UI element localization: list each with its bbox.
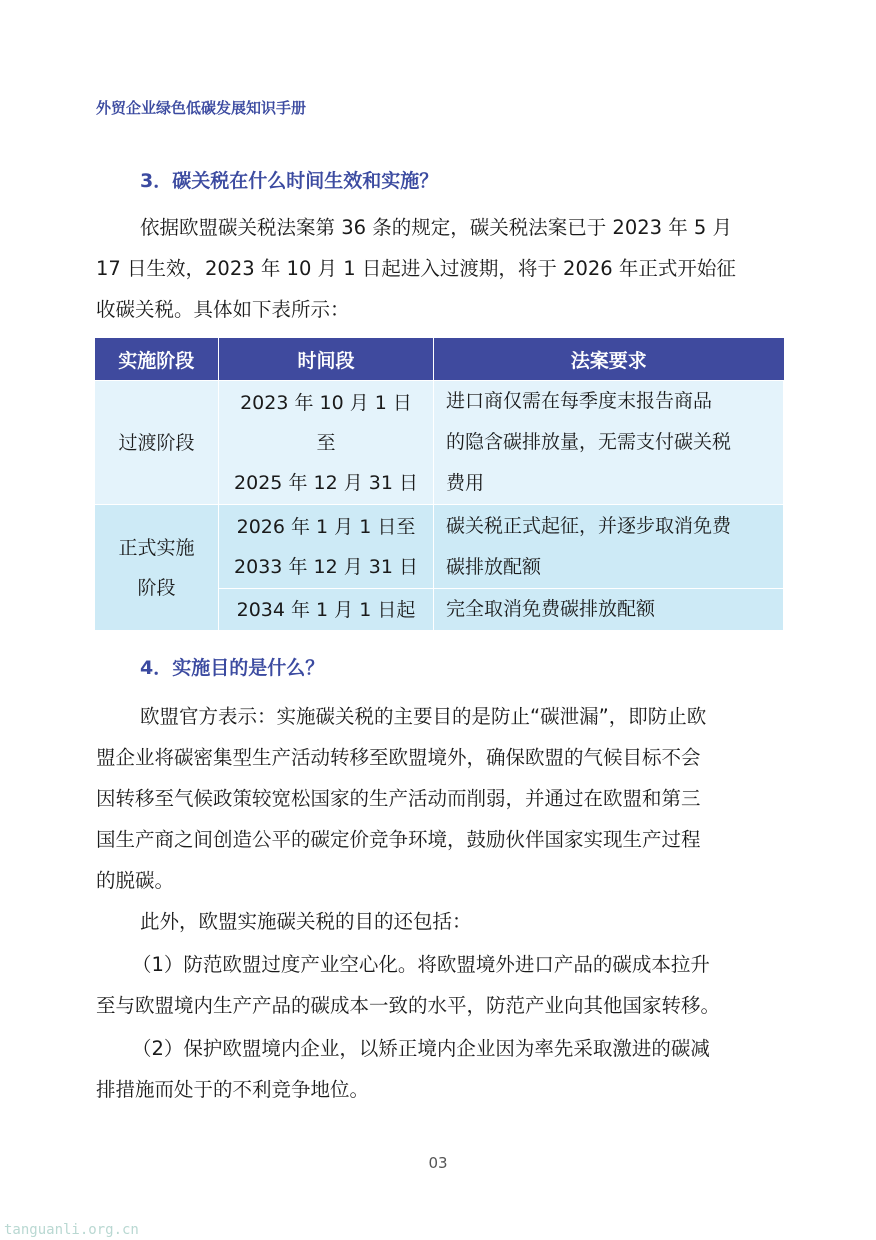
period-line: 2025 年 12 月 31 日 — [234, 471, 418, 494]
table-row — [95, 381, 784, 505]
period-cell — [219, 589, 434, 631]
requirement-cell — [434, 505, 784, 589]
table-row — [95, 505, 784, 589]
paragraph-line: 的脱碳。 — [96, 869, 175, 892]
paragraph-line: 收碳关税。具体如下表所示： — [96, 298, 350, 321]
paragraph-line: 排措施而处于的不利竞争地位。 — [96, 1078, 370, 1101]
stage-label-line: 阶段 — [137, 576, 176, 599]
paragraph-line: 盟企业将碳密集型生产活动转移至欧盟境外，确保欧盟的气候目标不会 — [96, 746, 701, 769]
requirement-line: 碳关税正式起征，并逐步取消免费 — [446, 514, 732, 537]
paragraph-line: 欧盟官方表示：实施碳关税的主要目的是防止“碳泄漏”，即防止欧 — [140, 705, 707, 728]
paragraph-line: 依据欧盟碳关税法案第 36 条的规定，碳关税法案已于 2023 年 5 月 — [140, 216, 733, 239]
stage-label-line: 正式实施 — [118, 536, 195, 559]
section-4-paragraph-1 — [96, 696, 784, 901]
page-number: 03 — [428, 1154, 448, 1172]
period-line: 2034 年 1 月 1 日起 — [236, 598, 416, 621]
paragraph-line: 至与欧盟境内生产产品的碳成本一致的水平，防范产业向其他国家转移。 — [96, 994, 721, 1017]
period-line: 2026 年 1 月 1 日至 — [236, 515, 416, 538]
column-header-requirement: 法案要求 — [434, 338, 784, 381]
paragraph-line: 国生产商之间创造公平的碳定价竞争环境，鼓励伙伴国家实现生产过程 — [96, 828, 701, 851]
requirement-line: 完全取消免费碳排放配额 — [446, 598, 656, 620]
paragraph-line: 17 日生效，2023 年 10 月 1 日起进入过渡期，将于 2026 年正式开始征 — [96, 257, 736, 280]
requirement-line: 的隐含碳排放量，无需支付碳关税 — [446, 431, 732, 453]
requirement-line: 费用 — [446, 472, 485, 494]
section-4-heading: 4．实施目的是什么？ — [140, 657, 325, 679]
paragraph-line: 因转移至气候政策较宽松国家的生产活动而削弱，并通过在欧盟和第三 — [96, 787, 701, 810]
requirement-line: 碳排放配额 — [446, 555, 542, 578]
period-cell — [219, 381, 434, 505]
paragraph-line: 此外，欧盟实施碳关税的目的还包括： — [140, 910, 472, 933]
requirement-cell — [434, 589, 784, 631]
section-3-heading: 3．碳关税在什么时间生效和实施？ — [140, 170, 439, 192]
paragraph-line: （2）保护欧盟境内企业，以矫正境内企业因为率先采取激进的碳减 — [132, 1037, 710, 1060]
period-line: 2033 年 12 月 31 日 — [234, 555, 418, 578]
section-4-paragraph-2 — [96, 901, 784, 942]
requirement-cell — [434, 381, 784, 505]
period-cell — [219, 505, 434, 589]
paragraph-line: （1）防范欧盟过度产业空心化。将欧盟境外进口产品的碳成本拉升 — [132, 953, 710, 976]
section-3-paragraph — [96, 207, 784, 330]
period-line: 2023 年 10 月 1 日至 — [240, 391, 412, 454]
stage-cell — [95, 505, 219, 631]
purpose-item-1 — [96, 944, 784, 1026]
implementation-table — [94, 338, 784, 631]
purpose-item-2 — [96, 1028, 784, 1110]
document-header: 外贸企业绿色低碳发展知识手册 — [96, 99, 307, 117]
watermark: tanguanli.org.cn — [4, 1222, 139, 1238]
stage-label: 过渡阶段 — [118, 431, 195, 454]
column-header-stage: 实施阶段 — [95, 338, 219, 381]
column-header-period: 时间段 — [219, 338, 434, 381]
stage-cell — [95, 381, 219, 505]
requirement-line: 进口商仅需在每季度末报告商品 — [446, 390, 713, 412]
